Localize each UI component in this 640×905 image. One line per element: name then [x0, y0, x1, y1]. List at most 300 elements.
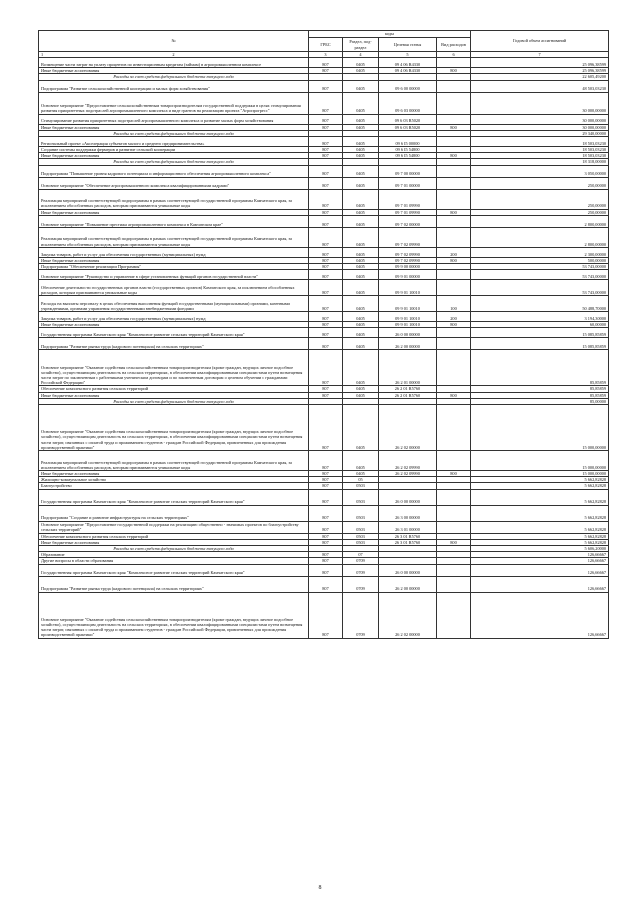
cell-section: 0709 — [343, 558, 379, 564]
table-row — [39, 114, 609, 124]
cell-exptype — [437, 280, 471, 296]
cell-section: 0405 — [343, 147, 379, 153]
cell-name: Жилищно-коммунальное хозяйство — [39, 477, 309, 483]
cell-grbs: 807 — [309, 386, 343, 392]
cell-exptype: 800 — [437, 124, 471, 130]
cell-target: 09 9 01 10010 — [379, 322, 437, 328]
cell-total: 15 085,85859 — [471, 328, 609, 338]
cell-total: 85,85859 — [471, 386, 609, 392]
cell-section: 0405 — [343, 58, 379, 68]
cell-target: 26 3 01 00000 — [379, 521, 437, 533]
table-row — [39, 350, 609, 386]
cell-target: 09 6 03 00000 — [379, 92, 437, 114]
cell-total: 29 340,00000 — [471, 130, 609, 136]
cell-name: Закупка товаров, работ и услуг для обеспечения государственных (муниципальных) нужд — [39, 247, 309, 257]
index-cell-4: 4 — [343, 52, 379, 58]
header-grbs: ГРБС — [309, 38, 343, 52]
cell-exptype — [437, 451, 471, 471]
cell-target: 26 2 00 00000 — [379, 576, 437, 592]
cell-total: 126,66667 — [471, 552, 609, 558]
cell-name: Основное мероприятие "Предоставление государственной поддержки на реализацию общественно - значимых проектов по благоустройству сельских территорий" — [39, 521, 309, 533]
table-row — [39, 280, 609, 296]
cell-total: 30 000,00000 — [471, 114, 609, 124]
cell-section: 0405 — [343, 227, 379, 247]
cell-grbs: 807 — [309, 576, 343, 592]
cell-total: 22 605,49200 — [471, 74, 609, 80]
cell-exptype — [437, 80, 471, 92]
cell-section: 0503 — [343, 539, 379, 545]
cell-target: 26 2 02 09990 — [379, 451, 437, 471]
cell-total: 5 662,82828 — [471, 533, 609, 539]
cell-name: Региональный проект «Акселерация субъектов малого и среднего предпринимательства» — [39, 137, 309, 147]
cell-name: Основное мероприятие "Оказание содействия сельскохозяйственным товаропроизводителям (кроме граждан, ведущих личное подсобное хозяйство), осуществляющим деятельность на сельских территориях, в обеспечении квалифицированными специалистами путем возмещения части затрат, связанных с оплатой труда и проживанием студентов - граждан Российской Федерации, привлеченных для прохождения производственной практики" — [39, 405, 309, 451]
cell-exptype — [437, 58, 471, 68]
cell-name: Расходы за счет средств федерального бюджета текущего года — [39, 74, 309, 80]
cell-target: 09 4 06 R4330 — [379, 58, 437, 68]
cell-exptype: 800 — [437, 153, 471, 159]
cell-section: 0405 — [343, 312, 379, 322]
cell-total: 126,66667 — [471, 558, 609, 564]
cell-grbs: 807 — [309, 80, 343, 92]
cell-grbs: 807 — [309, 392, 343, 398]
cell-name: Подпрограмма "Развитие рынка труда (кадрового потенциала) на сельских территориях" — [39, 576, 309, 592]
cell-total: 5 662,82828 — [471, 521, 609, 533]
cell-total: 126,66667 — [471, 576, 609, 592]
cell-exptype: 200 — [437, 312, 471, 322]
cell-name: Подпрограмма "Повышение уровня кадрового потенциала и информационного обеспечения агропромышленного комплекса" — [39, 165, 309, 177]
table-row — [39, 270, 609, 280]
header-section: Раздел, под-раздел — [343, 38, 379, 52]
table-body — [39, 58, 609, 638]
table-row — [39, 58, 609, 68]
cell-name: Подпрограмма "Обеспечение реализации Программы" — [39, 264, 309, 270]
cell-grbs: 807 — [309, 58, 343, 68]
table-row — [39, 489, 609, 505]
cell-name: Иные бюджетные ассигнования — [39, 124, 309, 130]
cell-total: 15 085,85859 — [471, 338, 609, 350]
cell-name: Иные бюджетные ассигнования — [39, 209, 309, 215]
cell-name: Иные бюджетные ассигнования — [39, 153, 309, 159]
cell-total: 2 800,00000 — [471, 215, 609, 227]
cell-section: 0405 — [343, 338, 379, 350]
cell-total: 15 000,00000 — [471, 451, 609, 471]
cell-exptype: 800 — [437, 257, 471, 263]
cell-exptype — [437, 489, 471, 505]
cell-grbs: 807 — [309, 552, 343, 558]
cell-total: 18 318,00000 — [471, 159, 609, 165]
cell-target: 09 6 I5 00000 — [379, 137, 437, 147]
cell-exptype — [437, 177, 471, 189]
cell-target: 09 7 02 09990 — [379, 227, 437, 247]
header-target: Целевая статья — [379, 38, 437, 52]
cell-exptype: 800 — [437, 539, 471, 545]
cell-name: Государственная программа Камчатского края "Комплексное развитие сельских территорий Камчатского края" — [39, 328, 309, 338]
cell-target: 26 3 01 R5760 — [379, 539, 437, 545]
table-row — [39, 247, 609, 257]
table-row — [39, 92, 609, 114]
cell-name: Иные бюджетные ассигнования — [39, 539, 309, 545]
cell-total: 5 662,82828 — [471, 505, 609, 521]
cell-exptype — [437, 227, 471, 247]
cell-exptype — [437, 92, 471, 114]
cell-exptype — [437, 338, 471, 350]
budget-table-page — [38, 30, 608, 639]
cell-exptype: 100 — [437, 296, 471, 312]
cell-exptype: 800 — [437, 209, 471, 215]
cell-name: Расходы за счет средств федерального бюджета текущего года — [39, 398, 309, 404]
cell-total: 5 662,82828 — [471, 489, 609, 505]
cell-section: 0405 — [343, 270, 379, 280]
cell-section: 0405 — [343, 296, 379, 312]
cell-exptype — [437, 564, 471, 576]
table-row — [39, 177, 609, 189]
cell-name: Иные бюджетные ассигнования — [39, 471, 309, 477]
cell-exptype: 800 — [437, 471, 471, 477]
cell-section: 0405 — [343, 153, 379, 159]
cell-total: 5 606,20000 — [471, 546, 609, 552]
cell-section: 0405 — [343, 386, 379, 392]
cell-target: 26 2 01 R5760 — [379, 386, 437, 392]
cell-grbs: 807 — [309, 114, 343, 124]
cell-total: 500,00000 — [471, 257, 609, 263]
cell-name: Расходы за счет средств федерального бюджета текущего года — [39, 546, 309, 552]
cell-target: 09 7 01 09990 — [379, 209, 437, 215]
cell-total: 126,66667 — [471, 564, 609, 576]
table-row — [39, 189, 609, 209]
cell-grbs: 807 — [309, 209, 343, 215]
cell-name: Основное мероприятие "Руководство и управление в сфере установленных функций органов государственной власти" — [39, 270, 309, 280]
cell-target: 26 2 02 00000 — [379, 405, 437, 451]
cell-total: 53 743,00000 — [471, 280, 609, 296]
cell-name: Обеспечение деятельности государственных органов власти (государственных органов) Камчатского края, за исключением обособленных расходов, которым присваиваются уникальные коды — [39, 280, 309, 296]
cell-total: 18 503,03230 — [471, 147, 609, 153]
header-codes: коды — [309, 31, 471, 38]
cell-section: 0405 — [343, 215, 379, 227]
cell-grbs: 807 — [309, 533, 343, 539]
cell-name: Подпрограмма "Развитие сельскохозяйственной кооперации и малых форм хозяйствования" — [39, 80, 309, 92]
cell-exptype — [437, 165, 471, 177]
cell-exptype — [437, 328, 471, 338]
cell-total: 250,00000 — [471, 177, 609, 189]
cell-total: 5 662,82828 — [471, 477, 609, 483]
cell-name: Закупка товаров, работ и услуг для обеспечения государственных (муниципальных) нужд — [39, 312, 309, 322]
cell-target: 26 0 00 00000 — [379, 489, 437, 505]
cell-target: 26 2 01 00000 — [379, 350, 437, 386]
cell-target: 26 3 00 00000 — [379, 505, 437, 521]
cell-section: 0709 — [343, 576, 379, 592]
cell-exptype: 800 — [437, 392, 471, 398]
cell-section: 0405 — [343, 177, 379, 189]
cell-grbs: 807 — [309, 257, 343, 263]
cell-target: 09 7 02 09990 — [379, 247, 437, 257]
cell-exptype — [437, 215, 471, 227]
cell-target: 26 2 00 00000 — [379, 338, 437, 350]
cell-total: 5 662,82828 — [471, 483, 609, 489]
cell-name: Расходы за счет средств федерального бюджета текущего года — [39, 159, 309, 165]
cell-grbs: 807 — [309, 270, 343, 280]
cell-grbs: 807 — [309, 92, 343, 114]
cell-section: 0405 — [343, 328, 379, 338]
table-row — [39, 564, 609, 576]
cell-exptype — [437, 592, 471, 638]
cell-target: 09 7 02 09990 — [379, 257, 437, 263]
cell-total: 53 743,00000 — [471, 270, 609, 280]
cell-total: 2 800,00000 — [471, 227, 609, 247]
table-row — [39, 227, 609, 247]
cell-target: 09 7 01 09990 — [379, 189, 437, 209]
table-row — [39, 137, 609, 147]
cell-target: 09 7 00 00000 — [379, 165, 437, 177]
cell-name: Основное мероприятие "Оказание содействия сельскохозяйственным товаропроизводителям (кроме граждан, ведущих личное подсобное хозяйство), осуществляющим деятельность на сельских территориях, в обеспечении квалифицированными специалистами путем возмещения части затрат, связанных с оплатой труда и проживанием студентов - граждан Российской Федерации, привлеченных для прохождения производственной практики" — [39, 592, 309, 638]
cell-section: 0405 — [343, 92, 379, 114]
cell-name: Образование — [39, 552, 309, 558]
cell-section: 07 — [343, 552, 379, 558]
cell-name: Подпрограмма "Развитие рынка труда (кадрового потенциала) на сельских территориях" — [39, 338, 309, 350]
table-row — [39, 338, 609, 350]
cell-name: Расходы за счет средств федерального бюджета текущего года — [39, 130, 309, 136]
cell-section: 0405 — [343, 322, 379, 328]
cell-total: 250,00000 — [471, 209, 609, 215]
cell-section: 0405 — [343, 209, 379, 215]
cell-grbs: 807 — [309, 189, 343, 209]
cell-section: 0405 — [343, 280, 379, 296]
cell-name: Реализация мероприятий соответствующей подпрограммы в рамках соответствующей государственной программы Камчатского края, за исключением обособленных расходов, которым присваиваются уникальные коды — [39, 227, 309, 247]
index-cell-5: 5 — [379, 52, 437, 58]
cell-total: 85,85859 — [471, 350, 609, 386]
cell-total: 53 743,00000 — [471, 264, 609, 270]
cell-section: 0405 — [343, 257, 379, 263]
cell-grbs: 807 — [309, 592, 343, 638]
cell-grbs: 807 — [309, 215, 343, 227]
cell-grbs: 807 — [309, 539, 343, 545]
cell-name: Обеспечение комплексного развития сельских территорий — [39, 386, 309, 392]
cell-name: Основное мероприятие "Повышение престижа агропромышленного комплекса в Камчатском крае" — [39, 215, 309, 227]
cell-target: 09 6 03 R5020 — [379, 114, 437, 124]
table-row — [39, 312, 609, 322]
cell-target: 26 2 02 00000 — [379, 592, 437, 638]
cell-section: 0503 — [343, 483, 379, 489]
cell-total: 15 000,00000 — [471, 471, 609, 477]
cell-section: 0405 — [343, 114, 379, 124]
cell-section: 0405 — [343, 189, 379, 209]
cell-section: 0405 — [343, 264, 379, 270]
cell-name: Создание системы поддержки фермеров и развитие сельской кооперации — [39, 147, 309, 153]
cell-total: 48 503,03230 — [471, 80, 609, 92]
cell-grbs: 807 — [309, 471, 343, 477]
table-row — [39, 296, 609, 312]
table-row — [39, 328, 609, 338]
cell-exptype: 800 — [437, 322, 471, 328]
cell-grbs: 807 — [309, 165, 343, 177]
cell-total: 18 503,03230 — [471, 153, 609, 159]
table-row — [39, 505, 609, 521]
cell-total: 15 000,00000 — [471, 405, 609, 451]
cell-name: Государственная программа Камчатского края "Комплексное развитие сельских территорий Камчатского края" — [39, 564, 309, 576]
cell-section: 0405 — [343, 471, 379, 477]
cell-target: 09 6 03 R5020 — [379, 124, 437, 130]
cell-target: 09 6 00 00000 — [379, 80, 437, 92]
cell-name: Благоустройство — [39, 483, 309, 489]
cell-name: Реализация мероприятий соответствующей подпрограммы в рамках соответствующей государственной программы Камчатского края, за исключением обособленных расходов, которым присваиваются уникальные коды — [39, 189, 309, 209]
cell-exptype — [437, 521, 471, 533]
cell-exptype: 800 — [437, 68, 471, 74]
cell-target: 09 7 01 00000 — [379, 177, 437, 189]
cell-total: 3 194,30000 — [471, 312, 609, 322]
table-row — [39, 165, 609, 177]
cell-section: 0405 — [343, 124, 379, 130]
cell-target: 26 0 00 00000 — [379, 564, 437, 576]
cell-total: 30 000,00000 — [471, 124, 609, 130]
budget-table — [38, 30, 609, 639]
cell-target: 09 9 01 10010 — [379, 280, 437, 296]
cell-total: 3 050,00000 — [471, 165, 609, 177]
cell-target: 09 6 I5 54800 — [379, 153, 437, 159]
cell-target: 26 0 00 00000 — [379, 328, 437, 338]
page-number: 8 — [318, 885, 322, 891]
cell-section: 0405 — [343, 405, 379, 451]
table-row — [39, 80, 609, 92]
cell-section: 0405 — [343, 451, 379, 471]
header-number: № — [39, 31, 309, 52]
cell-target: 26 3 01 R5760 — [379, 533, 437, 539]
cell-grbs: 807 — [309, 264, 343, 270]
cell-total: 25 096,38599 — [471, 58, 609, 68]
index-cell-6: 6 — [437, 52, 471, 58]
cell-name: Иные бюджетные ассигнования — [39, 68, 309, 74]
cell-grbs: 807 — [309, 227, 343, 247]
cell-exptype — [437, 350, 471, 386]
cell-section: 0503 — [343, 521, 379, 533]
cell-grbs: 807 — [309, 328, 343, 338]
cell-section: 0709 — [343, 564, 379, 576]
cell-name: Другие вопросы в области образования — [39, 558, 309, 564]
cell-target: 09 9 00 00000 — [379, 264, 437, 270]
cell-grbs: 807 — [309, 338, 343, 350]
index-cell-7: 7 — [471, 52, 609, 58]
cell-grbs: 807 — [309, 280, 343, 296]
cell-name: Подпрограмма "Создание и развитие инфраструктуры на сельских территориях" — [39, 505, 309, 521]
cell-grbs: 807 — [309, 177, 343, 189]
cell-grbs: 807 — [309, 558, 343, 564]
cell-grbs: 807 — [309, 124, 343, 130]
cell-name: Иные бюджетные ассигнования — [39, 392, 309, 398]
cell-section: 0405 — [343, 137, 379, 147]
cell-target: 26 2 02 09990 — [379, 471, 437, 477]
cell-total: 85,00000 — [471, 398, 609, 404]
cell-target: 26 2 01 R5760 — [379, 392, 437, 398]
cell-exptype — [437, 270, 471, 280]
cell-exptype — [437, 405, 471, 451]
index-cell-3: 3 — [309, 52, 343, 58]
cell-grbs: 807 — [309, 489, 343, 505]
cell-grbs: 807 — [309, 137, 343, 147]
cell-total: 18 503,03230 — [471, 137, 609, 147]
cell-section: 0405 — [343, 350, 379, 386]
cell-grbs: 807 — [309, 451, 343, 471]
cell-grbs: 807 — [309, 296, 343, 312]
cell-total: 85,85859 — [471, 392, 609, 398]
cell-exptype — [437, 505, 471, 521]
cell-grbs: 807 — [309, 405, 343, 451]
cell-grbs: 807 — [309, 312, 343, 322]
table-row — [39, 451, 609, 471]
cell-name: Расходы на выплаты персоналу в целях обеспечения выполнения функций государственными (муниципальными) органами, казенными учреждениями, органами управления государственными внебюджетными фондами — [39, 296, 309, 312]
table-row — [39, 215, 609, 227]
table-row — [39, 592, 609, 638]
cell-grbs: 807 — [309, 147, 343, 153]
cell-section: 0405 — [343, 80, 379, 92]
cell-name: Иные бюджетные ассигнования — [39, 322, 309, 328]
cell-section: 0503 — [343, 489, 379, 505]
cell-target: 09 7 02 00000 — [379, 215, 437, 227]
cell-total: 2 300,00000 — [471, 247, 609, 257]
cell-name: Основное мероприятие "Оказание содействия сельскохозяйственным товаропроизводителям (кроме граждан, ведущих личное подсобное хозяйство), осуществляющим деятельность на сельских территориях, в обеспечении квалифицированными специалистами путем возмещения части затрат по заключенным с работниками ученическим договорам и по заключенным договорам о целевом обучении с гражданами Российской Федерации" — [39, 350, 309, 386]
cell-grbs: 807 — [309, 322, 343, 328]
table-row — [39, 576, 609, 592]
cell-grbs: 807 — [309, 477, 343, 483]
cell-exptype — [437, 189, 471, 209]
index-cell — [39, 52, 309, 58]
cell-section: 0709 — [343, 592, 379, 638]
header-exptype: Вид расходов — [437, 38, 471, 52]
cell-total: 30 000,00000 — [471, 92, 609, 114]
cell-section: 0503 — [343, 505, 379, 521]
cell-grbs: 807 — [309, 350, 343, 386]
cell-total: 50 488,70000 — [471, 296, 609, 312]
cell-section: 0405 — [343, 392, 379, 398]
cell-total: 5 662,82828 — [471, 539, 609, 545]
cell-name: Государственная программа Камчатского края "Комплексное развитие сельских территорий Камчатского края" — [39, 489, 309, 505]
cell-grbs: 807 — [309, 153, 343, 159]
cell-target: 09 6 I5 54800 — [379, 147, 437, 153]
cell-target: 09 4 06 R4330 — [379, 68, 437, 74]
cell-name: Возмещение части затрат на уплату процентов по инвестиционным кредитам (займам) в агропромышленном комплексе — [39, 58, 309, 68]
cell-target: 09 9 01 10010 — [379, 296, 437, 312]
cell-name: Реализация мероприятий соответствующей подпрограммы в рамках соответствующей государственной программы Камчатского края, за исключением обособленных расходов, которым присваиваются уникальные коды — [39, 451, 309, 471]
cell-grbs: 807 — [309, 247, 343, 257]
cell-name: Обеспечение комплексного развития сельских территорий — [39, 533, 309, 539]
cell-grbs: 807 — [309, 68, 343, 74]
cell-name: Основное мероприятие "Обеспечение агропромышленного комплекса квалифицированными кадрами" — [39, 177, 309, 189]
cell-total: 25 096,38599 — [471, 68, 609, 74]
cell-target: 09 9 01 10010 — [379, 312, 437, 322]
cell-target: 09 9 01 00000 — [379, 270, 437, 280]
cell-section: 0503 — [343, 533, 379, 539]
index-cell-1: 1 — [41, 52, 44, 57]
cell-name: Основное мероприятие "Предоставление сельскохозяйственным товаропроизводителям государственной поддержки в целях стимулирования развития приоритетных подотраслей агропромышленного комплекса и виде грантов на реализацию проекта "Агропрогресс" — [39, 92, 309, 114]
cell-exptype: 200 — [437, 247, 471, 257]
cell-section: 0405 — [343, 68, 379, 74]
cell-name: Иные бюджетные ассигнования — [39, 257, 309, 263]
cell-grbs: 807 — [309, 564, 343, 576]
table-row — [39, 405, 609, 451]
cell-name: Стимулирование развития приоритетных подотраслей агропромышленного комплекса и развитие малых форм хозяйствования — [39, 114, 309, 124]
cell-exptype — [437, 137, 471, 147]
cell-exptype — [437, 114, 471, 124]
cell-total: 250,00000 — [471, 189, 609, 209]
cell-section: 05 — [343, 477, 379, 483]
cell-exptype — [437, 576, 471, 592]
cell-section: 0405 — [343, 165, 379, 177]
index-cell-2: 2 — [172, 52, 175, 57]
header-total: Годовой объем ассигнований — [471, 31, 609, 52]
table-row — [39, 521, 609, 533]
cell-total: 60,00000 — [471, 322, 609, 328]
cell-grbs: 807 — [309, 505, 343, 521]
cell-grbs: 807 — [309, 521, 343, 533]
cell-grbs: 807 — [309, 483, 343, 489]
cell-total: 126,66667 — [471, 592, 609, 638]
